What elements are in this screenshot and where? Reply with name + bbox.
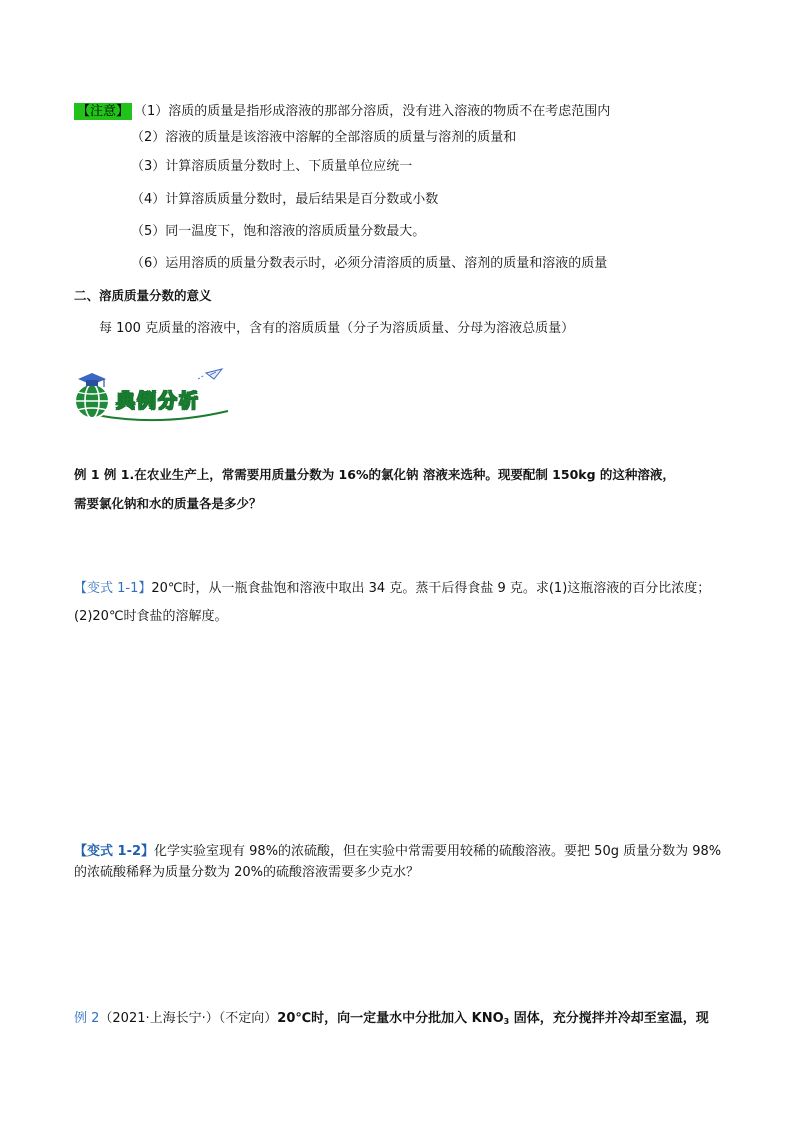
section-title: 二、溶质质量分数的意义 bbox=[74, 288, 212, 303]
note-item-3: （3）计算溶质质量分数时上、下质量单位应统一 bbox=[131, 159, 413, 174]
note-tag: 【注意】 bbox=[74, 103, 132, 120]
example2-text-a: 20℃时，向一定量水中分批加入 KNO bbox=[277, 1011, 504, 1026]
example2-label: 例 2 bbox=[74, 1011, 100, 1026]
example2-kind: （不定向） bbox=[218, 1011, 278, 1026]
example1-line1: 例 1 例 1.在农业生产上，常需要用质量分数为 16%的氯化钠 溶液来选种。现要配制 150kg 的这种溶液， bbox=[74, 467, 675, 482]
section-body: 每 100 克质量的溶液中，含有的溶质质量（分子为溶质质量、分母为溶液总质量） bbox=[99, 321, 575, 336]
example2-source: （2021·上海长宁·） bbox=[99, 1011, 219, 1026]
note-item-2: （2）溶液的质量是该溶液中溶解的全部溶质的质量与溶剂的质量和 bbox=[131, 130, 517, 145]
variant2-line1 bbox=[74, 840, 721, 859]
note-line-1 bbox=[74, 103, 610, 121]
variant2-text: 化学实验室现有 98%的浓硫酸，但在实验中常需要用较稀的硫酸溶液。要把 50g 质量分数为 98% bbox=[154, 844, 722, 859]
example2-text-b: 固体，充分搅拌并冷却至室温，现 bbox=[509, 1011, 709, 1026]
example2-subscript: 3 bbox=[503, 1017, 510, 1026]
variant1-line1 bbox=[74, 577, 710, 596]
example1-line2: 需要氯化钠和水的质量各是多少？ bbox=[74, 496, 262, 511]
variant1-tag: 【变式 1-1】 bbox=[74, 581, 152, 596]
note-item-6: （6）运用溶质的质量分数表示时，必须分清溶质的质量、溶剂的质量和溶液的质量 bbox=[131, 256, 608, 271]
variant2-line2: 的浓硫酸稀释为质量分数为 20%的硫酸溶液需要多少克水？ bbox=[74, 865, 420, 880]
variant2-tag: 【变式 1-2】 bbox=[74, 844, 155, 859]
logo-text: 典例分析 bbox=[116, 390, 201, 412]
example-analysis-logo bbox=[70, 367, 232, 425]
example2-line1 bbox=[74, 1007, 709, 1026]
note-item-1: （1）溶质的质量是指形成溶液的那部分溶质，没有进入溶液的物质不在考虑范围内 bbox=[134, 104, 611, 119]
note-item-4: （4）计算溶质质量分数时，最后结果是百分数或小数 bbox=[131, 192, 439, 207]
variant1-line2: (2)20℃时食盐的溶解度。 bbox=[74, 609, 228, 624]
note-item-5: （5）同一温度下，饱和溶液的溶质质量分数最大。 bbox=[131, 224, 426, 239]
variant1-text: 20℃时，从一瓶食盐饱和溶液中取出 34 克。蒸干后得食盐 9 克。求(1)这瓶溶液的百分比浓度； bbox=[151, 581, 711, 596]
